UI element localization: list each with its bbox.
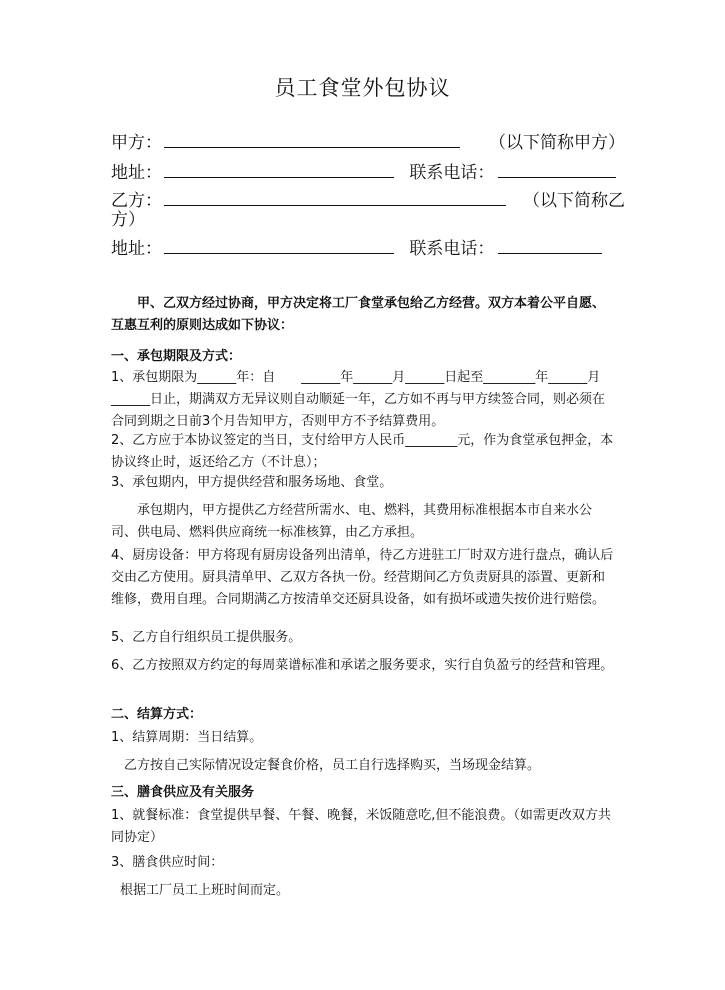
section-1-item-4: 4、厨房设备：甲方将现有厨房设备列出清单，待乙方进驻工厂时双方进行盘点，确认后交由乙方使用。厨具清单甲、乙双方各执一份。经营期间乙方负责厨具的添置、更新和维修，费用自理。合同期满乙方按清单交还厨具设备，如有损坏或遗失按价进行赔偿。 [111, 548, 614, 607]
address-b-label: 地址： [111, 239, 162, 259]
address-b-phone-label: 联系电话： [409, 239, 495, 259]
address-b-phone-blank [498, 237, 602, 254]
party-b-line [111, 189, 625, 213]
document-title: 员工食堂外包协议 [274, 76, 451, 100]
section-2-item-2: 乙方按自己实际情况设定餐食价格，员工自行选择购买，当场现金结算。 [124, 758, 541, 773]
party-a-label: 甲方： [111, 133, 162, 153]
intro-paragraph: 甲、乙双方经过协商，甲方决定将工厂食堂承包给乙方经营。双方本着公平自愿、互惠互利的原则达成如下协议： [111, 296, 606, 333]
section-1-heading: 一、承包期限及方式： [111, 349, 242, 364]
party-a-note: （以下简称甲方） [489, 133, 625, 153]
section-2-heading: 二、结算方式： [111, 707, 203, 722]
section-2-item-1: 1、结算周期：当日结算。 [111, 730, 263, 745]
section-1-item-3: 3、承包期内，甲方提供经营和服务场地、食堂。 [111, 475, 393, 490]
party-b-label: 乙方： [111, 191, 162, 211]
section-1-item-6: 6、乙方按照双方约定的每周菜谱标准和承诺之服务要求，实行自负盈亏的经营和管理。 [111, 658, 614, 673]
party-a-line [111, 131, 625, 155]
address-a-line [111, 161, 616, 185]
section-3-item-1: 1、就餐标准：食堂提供早餐、午餐、晚餐，米饭随意吃,但不能浪费。（如需更改双方共同协定） [111, 808, 611, 845]
section-3-heading: 三、膳食供应及有关服务 [111, 785, 255, 800]
address-b-line [111, 237, 602, 261]
section-1-item-2: 2、乙方应于本协议签定的当日，支付给甲方人民币________元，作为食堂承包押金，本协议终止时，返还给乙方（不计息）； [111, 433, 614, 470]
party-b-note-continuation: 方） [111, 210, 145, 230]
party-b-blank [164, 189, 506, 206]
section-1-item-5: 5、乙方自行组织员工提供服务。 [111, 630, 302, 645]
party-b-note: （以下简称乙 [523, 191, 625, 211]
address-a-phone-blank [498, 161, 616, 178]
address-a-phone-label: 联系电话： [409, 163, 495, 183]
section-1-item-3-detail: 承包期内，甲方提供乙方经营所需水、电、燃料，其费用标准根据本市自来水公司、供电局、燃料供应商统一标准核算，由乙方承担。 [111, 503, 593, 540]
address-a-blank [164, 161, 394, 178]
address-a-label: 地址： [111, 163, 162, 183]
section-1-item-1: 1、承包期限为______年：自 ______年______月______日起至________年______月______日止，期满双方无异议则自动顺延一年，乙方如不再与甲方续签合同，则必须在合同到期之日前3个月告知甲方，否则甲方不予结算费用。 [111, 370, 606, 429]
party-a-blank [164, 131, 460, 148]
section-3-item-3: 3、膳食供应时间： [111, 855, 224, 870]
section-3-item-3-detail: 根据工厂员工上班时间而定。 [120, 883, 290, 898]
address-b-blank [164, 237, 394, 254]
